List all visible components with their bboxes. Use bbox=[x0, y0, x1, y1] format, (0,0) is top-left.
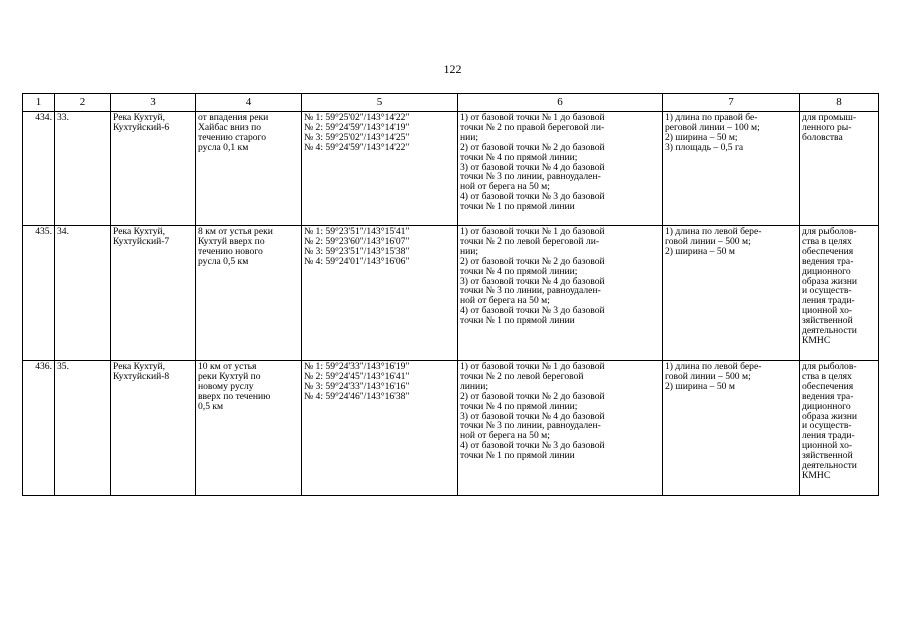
row-number: 436. bbox=[23, 361, 55, 496]
coordinate-point: № 4: 59°24'01"/143°16'06" bbox=[304, 255, 410, 267]
coordinate-point: № 4: 59°24'46"/143°16'38" bbox=[304, 390, 410, 402]
row-subnumber: 33. bbox=[55, 112, 111, 226]
coordinate-point: № 3: 59°25'02"/143°14'25" bbox=[304, 131, 410, 143]
row-number: 435. bbox=[23, 226, 55, 361]
row-subnumber: 35. bbox=[55, 361, 111, 496]
column-header: 6 bbox=[458, 94, 663, 112]
coordinate-point: № 1: 59°24'33"/143°16'19" bbox=[304, 361, 410, 372]
boundary-description: 1) от базовой точки № 1 до базовой точки № 2 по правой береговой ли- нии; 2) от базовой точки № 2 до базовой точки № 4 по прямой линии; 3) от базовой точки № 4 до базовой точки № 3 по линии, равноудален- ной от берега на 50 м; 4) от базовой точки № 3 до базовой точки № 1 по прямой линии bbox=[458, 112, 663, 226]
area-size: 1) длина по левой бере- говой линии – 500 м; 2) ширина – 50 м bbox=[663, 361, 800, 496]
area-name: Река Кухтуй, Кухтуйский-8 bbox=[111, 361, 196, 496]
area-location: 10 км от устья реки Кухтуй по новому руслу вверх по течению 0,5 км bbox=[196, 361, 302, 496]
area-size: 1) длина по левой бере- говой линии – 500 м; 2) ширина – 50 м bbox=[663, 226, 800, 361]
area-location: 8 км от устья реки Кухтуй вверх по течению нового русла 0,5 км bbox=[196, 226, 302, 361]
column-header: 1 bbox=[23, 94, 55, 112]
coordinates-cell bbox=[302, 361, 458, 496]
area-name: Река Кухтуй, Кухтуйский-7 bbox=[111, 226, 196, 361]
coordinates-cell bbox=[302, 226, 458, 361]
area-purpose: для рыболов- ства в целях обеспечения ведения тра- диционного образа жизни и осуществ- ления тради- ционной хо- зяйственной деятельности КМНС bbox=[800, 361, 879, 496]
coordinates-cell bbox=[302, 112, 458, 226]
area-size: 1) длина по правой бе- реговой линии – 100 м; 2) ширина – 50 м; 3) площадь – 0,5 га bbox=[663, 112, 800, 226]
column-header: 2 bbox=[55, 94, 111, 112]
fishing-areas-table bbox=[22, 93, 879, 496]
coordinate-point: № 3: 59°23'51"/143°15'38" bbox=[304, 245, 410, 257]
column-header: 8 bbox=[800, 94, 879, 112]
column-header: 5 bbox=[302, 94, 458, 112]
boundary-description: 1) от базовой точки № 1 до базовой точки № 2 по левой береговой линии; 2) от базовой точки № 2 до базовой точки № 4 по прямой линии; 3) от базовой точки № 4 до базовой точки № 3 по линии, равноудален- ной от берега на 50 м; 4) от базовой точки № 3 до базовой точки № 1 по прямой линии bbox=[458, 361, 663, 496]
table-row bbox=[23, 226, 879, 361]
column-header: 7 bbox=[663, 94, 800, 112]
area-name: Река Кухтуй, Кухтуйский-6 bbox=[111, 112, 196, 226]
coordinate-point: № 2: 59°24'59"/143°14'19" bbox=[304, 121, 410, 133]
table-row bbox=[23, 361, 879, 496]
boundary-description: 1) от базовой точки № 1 до базовой точки № 2 по левой береговой ли- нии; 2) от базовой точки № 2 до базовой точки № 4 по прямой линии; 3) от базовой точки № 4 до базовой точки № 3 по линии, равноудален- ной от берега на 50 м; 4) от базовой точки № 3 до базовой точки № 1 по прямой линии bbox=[458, 226, 663, 361]
area-location: от впадения реки Хайбас вниз по течению старого русла 0,1 км bbox=[196, 112, 302, 226]
coordinate-point: № 1: 59°25'02"/143°14'22" bbox=[304, 112, 410, 123]
header-row bbox=[23, 94, 879, 112]
column-header: 3 bbox=[111, 94, 196, 112]
table-row bbox=[23, 112, 879, 226]
area-purpose: для промыш- ленного ры- боловства bbox=[800, 112, 879, 226]
coordinate-point: № 2: 59°23'60"/143°16'07" bbox=[304, 235, 410, 247]
row-subnumber: 34. bbox=[55, 226, 111, 361]
coordinate-point: № 4: 59°24'59"/143°14'22" bbox=[304, 141, 410, 153]
row-number: 434. bbox=[23, 112, 55, 226]
page-number: 122 bbox=[443, 62, 462, 76]
area-purpose: для рыболов- ства в целях обеспечения ведения тра- диционного образа жизни и осуществ- ления тради- ционной хо- зяйственной деятельности КМНС bbox=[800, 226, 879, 361]
coordinate-point: № 3: 59°24'33"/143°16'16" bbox=[304, 380, 410, 392]
coordinate-point: № 2: 59°24'45"/143°16'41" bbox=[304, 370, 410, 382]
column-header: 4 bbox=[196, 94, 302, 112]
coordinate-point: № 1: 59°23'51"/143°15'41" bbox=[304, 226, 410, 237]
